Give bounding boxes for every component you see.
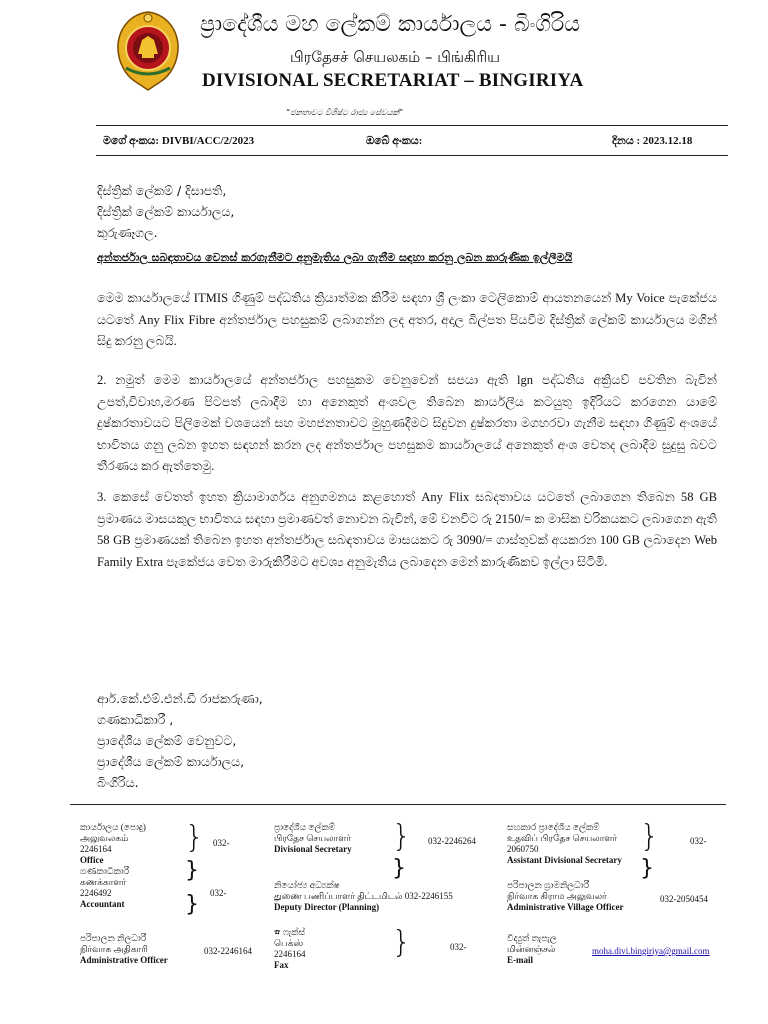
footer-fax-ta: பெக்ஸ் — [274, 938, 304, 948]
body-paragraph-1: මෙම කාර්යාලයේ ITMIS ගිණුම් පද්ධතිය ක්‍රියාත්මක කිරීම සඳහා ශ්‍රී ලංකා ටෙලිකොම් ආයතනයෙන් My Voice පැකේජය යටතේ Any Flix Fibre අන්තර්ජාල පහසුකම් ලබාගන්න ලද අතර, අදාල බිල්පත පියවීම දිස්ත්‍රික් ලේකම් කාර්යාලය මගින් සිදු කරනු ලබයි. — [97, 291, 717, 348]
footer-email-ta: மின்னஞ்சல் — [507, 944, 556, 954]
addressee-line: දිස්ත්‍රික් ලේකම් / දිසාපති, — [97, 183, 227, 198]
footer-ads — [507, 822, 622, 866]
footer-accountant-num-prefix: 032- — [210, 888, 227, 898]
footer-dd-planning-ta: துணை பணிப்பாளர் திட்டமிடல் — [274, 891, 403, 901]
footer-dd-planning-en: Deputy Director (Planning) — [274, 902, 380, 912]
footer-fax-en: Fax — [274, 960, 289, 970]
signature-line: ආර්.කේ.එම්.එන්.ඩී රාජකරුණා, — [97, 691, 263, 706]
office-title-tamil: பிரதேசச் செயலகம் – பிங்கிரிய — [290, 48, 500, 66]
your-reference-label: ඔබේ අංකය: — [366, 135, 423, 147]
footer-office-num: 2246164 — [80, 844, 112, 854]
footer-fax — [274, 927, 306, 971]
footer-office-en: Office — [80, 855, 104, 865]
addressee-block — [97, 180, 234, 243]
footer-ds-si: ප්‍රාදේශීය ලේකම් — [274, 822, 336, 832]
footer-admin-officer-ta: நிர்வாக அதிகாரி — [80, 944, 148, 954]
subject-line: අන්තර්ජාල සබඳතාවය වෙනස් කරගැනීමට අනුමැතිය ලබා ගැනීම සඳහා කරනු ලබන කාරුණික ඉල්ලීමයි — [97, 251, 573, 264]
footer-fax-num: 2246164 — [274, 949, 306, 959]
footer-dd-planning-num: 032-2246155 — [404, 891, 453, 901]
footer-office-ta: அலுவலகம் — [80, 833, 129, 843]
brace-icon: } — [392, 925, 412, 960]
footer-office-num-prefix: 032- — [213, 838, 230, 848]
brace-icon: } — [185, 858, 199, 883]
signature-line: ගණකාධිකාරී , — [97, 712, 174, 727]
footer-admin-officer-en: Administrative Officer — [80, 955, 168, 965]
office-title-english: DIVISIONAL SECRETARIAT – BINGIRIYA — [202, 70, 584, 91]
footer-ads-si: සහකාර ප්‍රාදේශීය ලේකම් — [507, 822, 600, 832]
footer-avo-num: 032-2050454 — [660, 894, 708, 904]
footer-dd-planning-ta-num — [274, 891, 453, 902]
header-rule-top — [96, 125, 728, 126]
footer-office-si: කාර්යාලය (පොදු) — [80, 822, 146, 832]
footer-fax-num-prefix: 032- — [450, 942, 467, 952]
footer-admin-officer-num: 032-2246164 — [204, 946, 252, 956]
footer-admin-officer — [80, 933, 168, 966]
footer-ds-num: 032-2246264 — [428, 836, 476, 846]
date-label: දිනය : — [612, 135, 641, 147]
addressee-line: දිස්ත්‍රික් ලේකම් කාර්යාලය, — [97, 204, 235, 219]
footer-dd-planning — [274, 880, 453, 913]
my-reference — [103, 135, 254, 148]
footer-accountant-en: Accountant — [80, 899, 125, 909]
brace-icon: } — [392, 856, 406, 881]
footer-avo-en: Administrative Village Officer — [507, 902, 624, 912]
signature-line: ප්‍රාදේශීය ලේකම් කාර්යාලය, — [97, 754, 245, 769]
brace-icon: } — [640, 819, 660, 854]
signature-block — [97, 688, 263, 793]
footer-admin-officer-si: පරිපාලන නිලධාරී — [80, 933, 147, 943]
fax-icon: ☎ — [274, 927, 281, 937]
date — [612, 135, 692, 148]
footer-avo-ta: நிர்வாக கிராம அலுவலர் — [507, 891, 607, 901]
date-value: 2023.12.18 — [642, 135, 693, 147]
footer-accountant-num: 2246492 — [80, 888, 112, 898]
national-emblem-icon — [112, 10, 184, 92]
footer-ads-num-prefix: 032- — [690, 836, 707, 846]
brace-icon: } — [185, 892, 199, 917]
footer-avo — [507, 880, 623, 913]
footer-dd-planning-si: නියෝජ්‍ය අධ්‍යක්ෂ — [274, 880, 340, 890]
footer-fax-si: ෆැක්ස් — [282, 927, 306, 937]
footer-ads-en: Assistant Divisional Secretary — [507, 855, 622, 865]
footer-ds-ta: பிரதேச செயலாளர் — [274, 833, 352, 843]
footer-accountant-si: ගණකාධිකාරී — [80, 866, 130, 876]
footer-email-en: E-mail — [507, 955, 533, 965]
footer-accountant-ta: கணக்காளர் — [80, 877, 127, 887]
footer-ads-ta: உதவிப் பிரதேச செயலாளர் — [507, 833, 618, 843]
brace-icon: } — [185, 820, 205, 855]
signature-line: ප්‍රාදේශීය ලේකම් වෙනුවට, — [97, 733, 237, 748]
footer-ds-en: Divisional Secretary — [274, 844, 352, 854]
motto: “ජනතාවට විශිෂ්ට රාජ්‍ය සේවයක්” — [286, 108, 404, 117]
my-reference-label: මගේ අංකය: — [103, 135, 160, 147]
footer-ads-num: 2060750 — [507, 844, 539, 854]
email-link[interactable]: moha.divi.bingiriya@gmail.com — [592, 946, 710, 956]
footer-ds — [274, 822, 352, 855]
my-reference-value: DIVBI/ACC/2/2023 — [161, 135, 255, 147]
brace-icon: } — [640, 856, 654, 881]
body-paragraph-3: 3. කෙසේ වෙතත් ඉහත ක්‍රියාමාර්ගය අනුගමනය කළහොත් Any Flix සබදතාවය යටතේ ලබාගෙන තිබෙන 58 GB ප්‍රමාණය මාසයකුල භාවිතය සඳහා ප්‍රමාණවත් නොවන බැවින්, මේ වනවිට රු 2150/= ක මාසික වරිකයකට ලබාගෙන ඇති 58 GB ප්‍රමාණයක් තිබෙන ඉහත අන්තර්ජාල සබඳතාවය මාසයකට රු 3090/= ගාස්තුවක් අයකරන 100 GB ලබාදෙන Web Family Extra පැකේජය වෙත මාරුකිරීමට අවශ්‍ය අනුමැතිය ලබාදෙන මෙන් කාරුණිකව ඉල්ලා සිටිමි. — [97, 490, 717, 569]
header-rule-bottom — [96, 155, 728, 156]
addressee-line: කුරුණෑගල. — [97, 225, 158, 240]
footer-email-si: විද්‍යුත් තැපැල — [507, 933, 557, 943]
footer-email — [507, 933, 557, 966]
brace-icon: } — [392, 819, 412, 854]
footer-rule — [70, 804, 726, 805]
footer-office — [80, 822, 146, 910]
signature-line: බිංගිරිය. — [97, 775, 139, 790]
footer-avo-si: පරිපාලන ග්‍රාමනිලධාරී — [507, 880, 590, 890]
office-title-sinhala: ප්‍රාදේශීය මහ ලේකම් කාර්යාලය - බිංගිරිය — [200, 12, 581, 37]
body-paragraph-2: 2. නමුත් මෙම කාර්යාලයේ අන්තර්ජාල පහසුකම වෙනුවෙන් සපයා ඇති lgn පද්ධතිය අක්‍රියව් පවතින බැවින් උපත්,විවාහ,මරණ පිටපත් ලබාදීම හා අනෙකුත් අංශවල තිබෙන කාර්යලීය කටයුතු ඉදිරියට කරගෙන යාමේ දුෂ්කරතාවයට පිලිමෙක් වශයෙන් සහ මහජනතාවට මුහුණදීමට සිදුවන දුෂ්කරතා මගහරවා ගැනීම සඳහා ගිණුම් අංශයේ භාවිතය ගනු ලබන ඉහත සඳහන් කරන ලද අන්තර්ජාල පහසුකම කාර්යාලයේ අනෙකුත් අංශ වෙතද ලබාදීම සුදුසු බවට තීරණය කර ඇත්තෙමු. — [97, 373, 717, 473]
